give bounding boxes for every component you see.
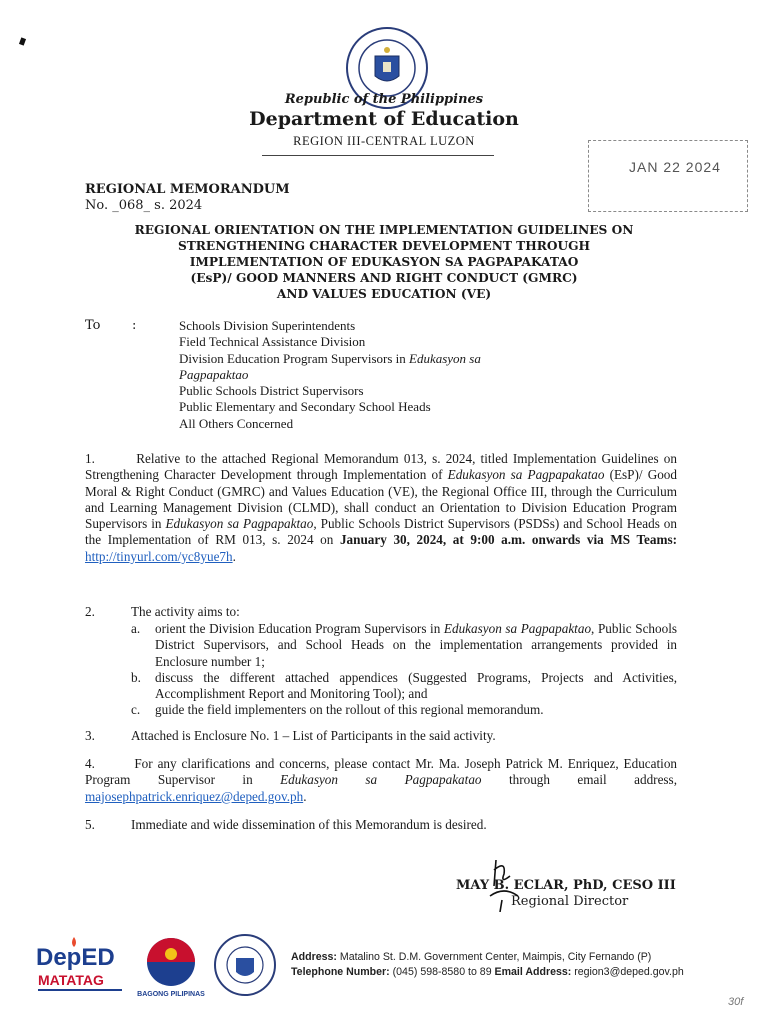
recipient: Schools Division Superintendents bbox=[179, 318, 356, 333]
list-item: a. orient the Division Education Program Supervisors in Edukasyon sa Pagpapaktao, Public Schools District Supervisors, and School Heads on the implementation arrangements provided in Enclosure number 1; bbox=[131, 621, 678, 669]
para-number: 4. bbox=[85, 756, 95, 771]
recipient: Division Education Program Supervisors in Edukasyon sa bbox=[179, 350, 481, 366]
paragraph-5: 5. Immediate and wide dissemination of this Memorandum is desired. bbox=[85, 817, 487, 832]
header-divider bbox=[262, 155, 494, 156]
deped-wordmark: DepED bbox=[36, 944, 115, 971]
subject-line: STRENGTHENING CHARACTER DEVELOPMENT THROUGH bbox=[177, 239, 591, 253]
recipient-list bbox=[179, 318, 481, 432]
received-stamp bbox=[588, 140, 748, 212]
region-name: REGION III-CENTRAL LUZON bbox=[293, 134, 475, 148]
paragraph-3: 3. Attached is Enclosure No. 1 – List of Participants in the said activity. bbox=[85, 728, 496, 743]
memo-title: REGIONAL MEMORANDUM bbox=[85, 182, 290, 197]
footer-phone-email: Telephone Number: (045) 598-8580 to 89 Email Address: region3@deped.gov.ph bbox=[291, 966, 684, 978]
scan-mark bbox=[19, 37, 26, 45]
deped-matatag-logo bbox=[34, 935, 126, 997]
para-number: 1. bbox=[85, 451, 95, 466]
footer-address: Address: Matalino St. D.M. Government Center, Maimpis, City Fernando (P) bbox=[291, 951, 652, 963]
page-mark: 30f bbox=[728, 996, 744, 1008]
stamp-date: JAN 22 2024 bbox=[629, 159, 721, 175]
subject-line: IMPLEMENTATION OF EDUKASYON SA PAGPAPAKATAO bbox=[189, 255, 579, 269]
list-item: b. discuss the different attached appendices (Suggested Programs, Projects and Activities, Accomplishment Report and Monitoring Tool); and bbox=[131, 669, 677, 702]
memo-number: No. _068_ s. 2024 bbox=[85, 198, 203, 213]
ms-teams-link[interactable]: http://tinyurl.com/yc8yue7h bbox=[85, 548, 233, 564]
bagong-pilipinas-logo bbox=[136, 932, 206, 998]
bagong-pilipinas-text: BAGONG PILIPINAS bbox=[137, 991, 205, 998]
signatory-title: Regional Director bbox=[511, 894, 629, 909]
subject-line: REGIONAL ORIENTATION ON THE IMPLEMENTATION GUIDELINES ON bbox=[134, 223, 634, 237]
subject-line: (EsP)/ GOOD MANNERS AND RIGHT CONDUCT (GMRC) bbox=[190, 271, 578, 285]
to-colon: : bbox=[132, 318, 137, 333]
to-label: To bbox=[85, 318, 101, 333]
recipient: Field Technical Assistance Division bbox=[179, 334, 366, 350]
recipient: All Others Concerned bbox=[179, 415, 294, 431]
signatory-name: MAY B. ECLAR, PhD, CESO III bbox=[456, 878, 676, 893]
footer-email: region3@deped.gov.ph bbox=[574, 966, 684, 978]
subject-line: AND VALUES EDUCATION (VE) bbox=[276, 287, 492, 301]
matatag-wordmark: MATATAG bbox=[38, 972, 104, 988]
list-item: c. guide the field implementers on the rollout of this regional memorandum. bbox=[131, 702, 544, 718]
paragraph-4: 4. For any clarifications and concerns, please contact Mr. Ma. Joseph Patrick M. Enriquez, Education Program Supervisor in Edukasyon sa Pagpapakatao through email address, majosephpatrick.enriquez@deped.gov.ph. bbox=[85, 756, 678, 804]
paragraph-1: 1. Relative to the attached Regional Memorandum 013, s. 2024, titled Implementation Guidelines on Strengthening Character Development through Implementation of Edukasyon sa Pagpapakatao (EsP)/ Good Moral & Right Conduct (GMRC) and Values Education (VE), the Regional Office III, through the Curriculum and Learning Management Division (CLMD), shall conduct an Orientation to Division Education Program Supervisors in Edukasyon sa Pagpapaktao, Public Schools District Supervisors (PSDSs) and School Heads on the Implementation of RM 013, s. 2024 on January 30, 2024, at 9:00 a.m. onwards via MS Teams: http://tinyurl.com/yc8yue7h. bbox=[85, 451, 677, 564]
para-number: 2. bbox=[85, 604, 95, 619]
para-number: 5. bbox=[85, 817, 95, 832]
recipient: Public Schools District Supervisors bbox=[179, 383, 364, 399]
footer-contact bbox=[291, 950, 684, 980]
contact-email-link[interactable]: majosephpatrick.enriquez@deped.gov.ph bbox=[85, 788, 304, 804]
aims-list bbox=[131, 621, 677, 719]
orientation-date: January 30, 2024, at 9:00 a.m. onwards via MS Teams: bbox=[339, 532, 677, 548]
recipient: Pagpapaktao bbox=[179, 366, 249, 382]
recipient: Public Elementary and Secondary School Heads bbox=[179, 399, 431, 415]
deped-seal-bottom-icon bbox=[210, 932, 280, 998]
republic-line: Republic of the Philippines bbox=[284, 92, 484, 107]
memo-subject bbox=[100, 222, 668, 302]
para-number: 3. bbox=[85, 728, 95, 743]
department-name: Department of Education bbox=[249, 108, 519, 130]
paragraph-2: 2. The activity aims to: bbox=[85, 604, 240, 619]
